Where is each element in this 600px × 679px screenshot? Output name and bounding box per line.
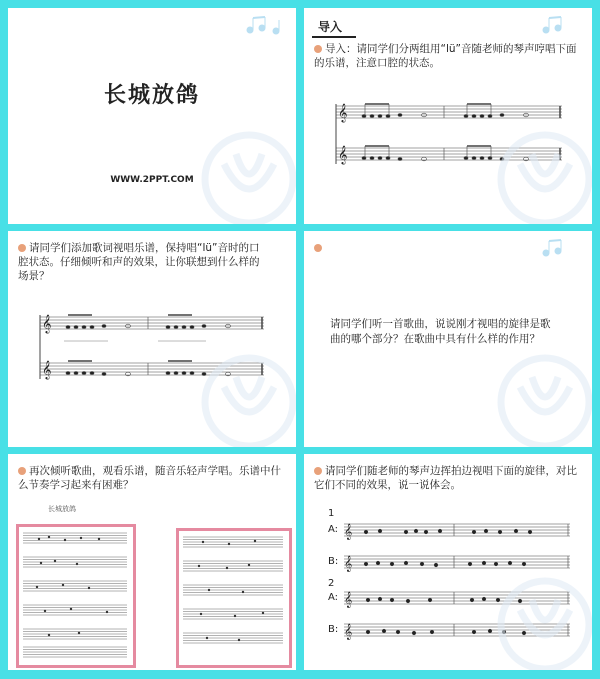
- score-page-left-staves: [19, 527, 133, 665]
- treble-clef-icon: 𝄞: [338, 103, 348, 122]
- score-page-right: [176, 528, 292, 668]
- bullet-dot: [314, 244, 322, 252]
- watermark-logo-icon: [194, 124, 296, 224]
- bullet-marker: [314, 241, 325, 255]
- heading-underline: [312, 36, 356, 38]
- listen-question: 请同学们听一首歌曲，说说刚才视唱的旋律是歌曲的哪个部分？在歌曲中具有什么样的作用？: [330, 318, 551, 345]
- line-label-1b: B:: [328, 556, 339, 567]
- line-label-1a: A:: [328, 524, 339, 535]
- score-title: 长城放鸽: [48, 505, 76, 513]
- line-label-2b: B:: [328, 624, 339, 635]
- slide-intro[interactable]: [304, 8, 592, 224]
- slide-learn-song[interactable]: [8, 454, 296, 670]
- music-notes-icon: [540, 14, 582, 36]
- learn-song-text-body: 再次倾听歌曲，观看乐谱，随音乐轻声学唱。乐谱中什么节奏学习起来有困难？: [18, 465, 281, 491]
- site-url: WWW.2PPT.COM: [110, 175, 194, 185]
- music-notes-icon: [244, 14, 286, 36]
- score-page-left: [16, 524, 136, 668]
- bullet-dot: [18, 244, 26, 252]
- staff-1a: [344, 524, 570, 540]
- line-label-2a: A:: [328, 592, 339, 603]
- slide-listen[interactable]: [304, 231, 592, 447]
- intro-text: [314, 42, 584, 70]
- slide-lyrics[interactable]: [8, 231, 296, 447]
- bullet-dot: [314, 467, 322, 475]
- bullet-dot: [314, 45, 322, 53]
- svg-text:𝄞: 𝄞: [344, 624, 353, 640]
- learn-song-text: [18, 464, 290, 492]
- watermark-logo-icon: [490, 570, 592, 670]
- slide-title[interactable]: [8, 8, 296, 224]
- treble-clef-icon: 𝄞: [338, 145, 348, 164]
- svg-text:𝄞: 𝄞: [42, 314, 52, 333]
- watermark-logo-icon: [490, 124, 592, 224]
- score-page-right-staves: [179, 531, 289, 665]
- slide-title-text: 长城放鸽: [103, 83, 200, 108]
- slide-compare[interactable]: [304, 454, 592, 670]
- bullet-dot: [18, 467, 26, 475]
- group-number-2: 2: [328, 578, 335, 589]
- group-number-1: 1: [328, 508, 335, 519]
- watermark-logo-icon: [490, 347, 592, 447]
- svg-text:𝄞: 𝄞: [344, 592, 353, 608]
- svg-text:𝄞: 𝄞: [344, 524, 353, 540]
- svg-text:𝄞: 𝄞: [344, 556, 353, 572]
- watermark-logo-icon: [194, 347, 296, 447]
- music-notes-icon: [540, 237, 582, 259]
- section-heading: 导入: [318, 20, 343, 34]
- compare-text-body: 请同学们随老师的琴声边挥拍边视唱下面的旋律，对比它们不同的效果，说一说体会。: [314, 465, 577, 491]
- lyrics-text: [18, 241, 268, 283]
- svg-text:𝄞: 𝄞: [42, 360, 52, 379]
- compare-text: [314, 464, 586, 492]
- intro-text-body: 导入：请同学们分两组用“lü”音随老师的琴声哼唱下面的乐谱，注意口腔的状态。: [314, 43, 577, 69]
- lyrics-text-body: 请同学们添加歌词视唱乐谱，保持唱“lü”音时的口腔状态。仔细倾听和声的效果，让你联想到什么样的场景？: [18, 242, 260, 282]
